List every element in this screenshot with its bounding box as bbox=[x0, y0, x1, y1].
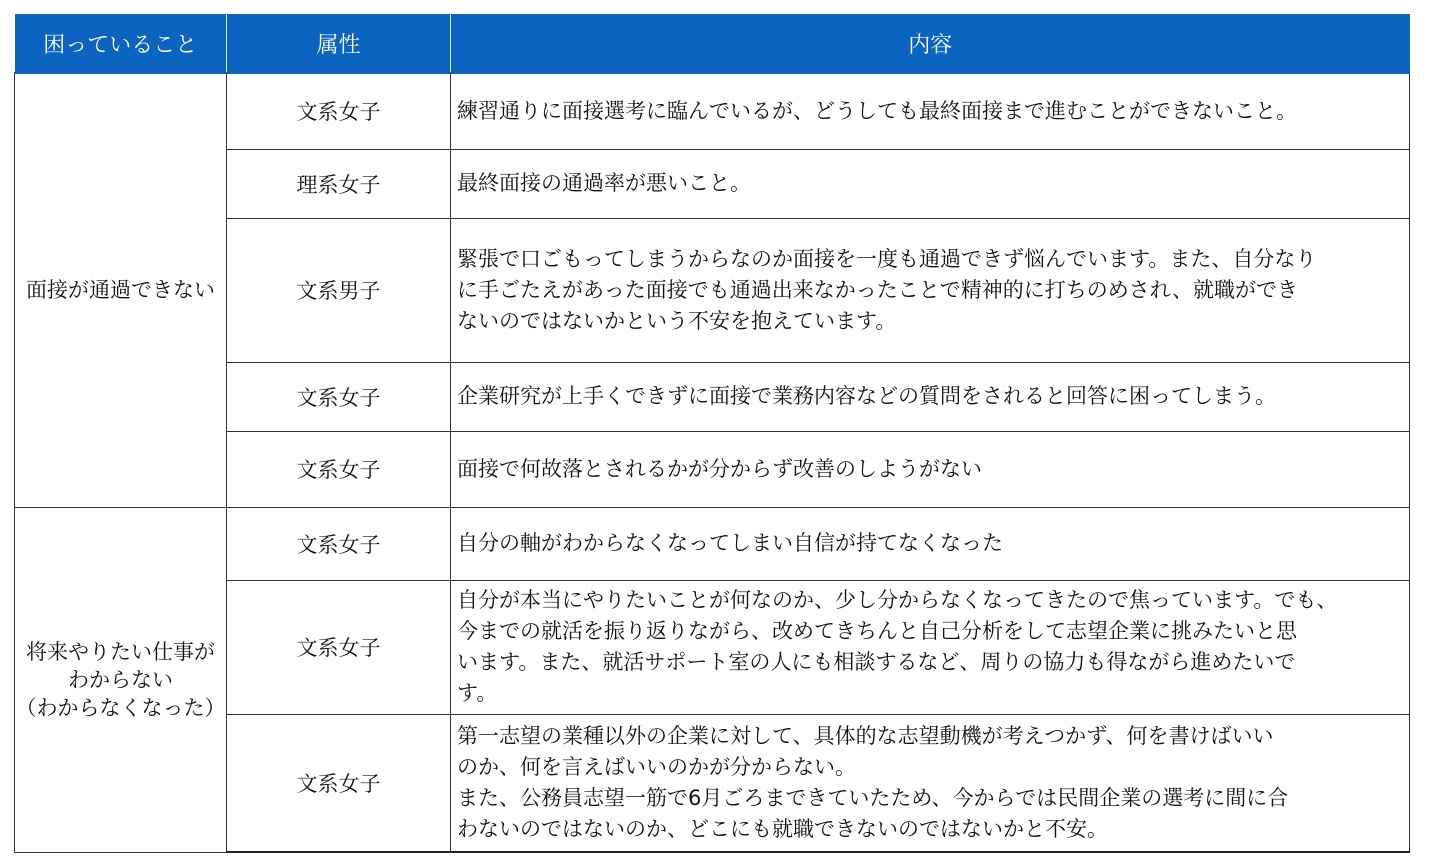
issue-cell bbox=[15, 507, 227, 852]
header-attribute: 属性 bbox=[227, 14, 451, 73]
content-text: 緊張で口ごもってしまうからなのか面接を一度も通過できず悩んでいます。また、自分なり bbox=[457, 246, 1317, 271]
attribute-cell: 理系女子 bbox=[227, 149, 451, 218]
content-cell bbox=[451, 218, 1410, 362]
content-text: 今までの就活を振り返りながら、改めてきちんと自己分析をして志望企業に挑みたいと思 bbox=[457, 619, 1297, 643]
attribute-cell: 文系女子 bbox=[227, 714, 451, 852]
content-text: います。また、就活サポート室の人にも相談するなど、周りの協力も得ながら進めたいで bbox=[457, 650, 1296, 674]
attribute-cell: 文系女子 bbox=[227, 73, 451, 149]
content-cell bbox=[451, 714, 1410, 852]
content-text: 第一志望の業種以外の企業に対して、具体的な志望動機が考えつかず、何を書けばいい bbox=[457, 723, 1274, 748]
content-cell bbox=[451, 580, 1410, 714]
content-cell bbox=[451, 149, 1410, 218]
survey-table bbox=[14, 14, 1410, 853]
content-text: す。 bbox=[457, 681, 498, 705]
content-cell bbox=[451, 362, 1410, 431]
table-body bbox=[15, 73, 1410, 852]
attribute-cell: 文系女子 bbox=[227, 580, 451, 714]
content-text: に手ごたえがあった面接でも通過出来なかったことで精神的に打ちのめされ、就職ができ bbox=[457, 277, 1299, 302]
header-row bbox=[15, 14, 1410, 73]
issue-text: 将来やりたい仕事が bbox=[26, 639, 215, 664]
attribute-cell: 文系男子 bbox=[227, 218, 451, 362]
content-text: のか、何を言えばいいのかが分からない。 bbox=[457, 754, 856, 779]
header-content: 内容 bbox=[451, 14, 1410, 73]
table-row bbox=[15, 507, 1410, 580]
content-text: 練習通りに面接選考に臨んでいるが、どうしても最終面接まで進むことができないこと。 bbox=[457, 98, 1297, 123]
content-cell bbox=[451, 73, 1410, 149]
content-text: 企業研究が上手くできずに面接で業務内容などの質問をされると回答に困ってしまう。 bbox=[457, 384, 1276, 408]
content-text: 自分が本当にやりたいことが何なのか、少し分からなくなってきたので焦っています。でも、 bbox=[457, 588, 1338, 612]
issue-text: 面接が通過できない bbox=[26, 278, 215, 303]
issue-cell bbox=[15, 73, 227, 507]
issue-text: （わからなくなった） bbox=[15, 695, 226, 720]
issue-text: わからない bbox=[68, 667, 173, 692]
attribute-cell: 文系女子 bbox=[227, 507, 451, 580]
content-text: わないのではないのか、どこにも就職できないのではないかと不安。 bbox=[457, 816, 1108, 841]
content-text: ないのではないかという不安を抱えています。 bbox=[457, 308, 897, 333]
content-text: また、公務員志望一筋で6月ごろまできていたため、今からでは民間企業の選考に間に合 bbox=[457, 785, 1289, 810]
content-cell bbox=[451, 431, 1410, 507]
table-row bbox=[15, 73, 1410, 149]
content-text: 最終面接の通過率が悪いこと。 bbox=[457, 171, 751, 195]
content-text: 面接で何故落とされるかが分からず改善のしようがない bbox=[457, 456, 982, 481]
attribute-cell: 文系女子 bbox=[227, 362, 451, 431]
content-text: 自分の軸がわからなくなってしまい自信が持てなくなった bbox=[457, 531, 1003, 555]
attribute-cell: 文系女子 bbox=[227, 431, 451, 507]
header-issue: 困っていること bbox=[15, 14, 227, 73]
content-cell bbox=[451, 507, 1410, 580]
